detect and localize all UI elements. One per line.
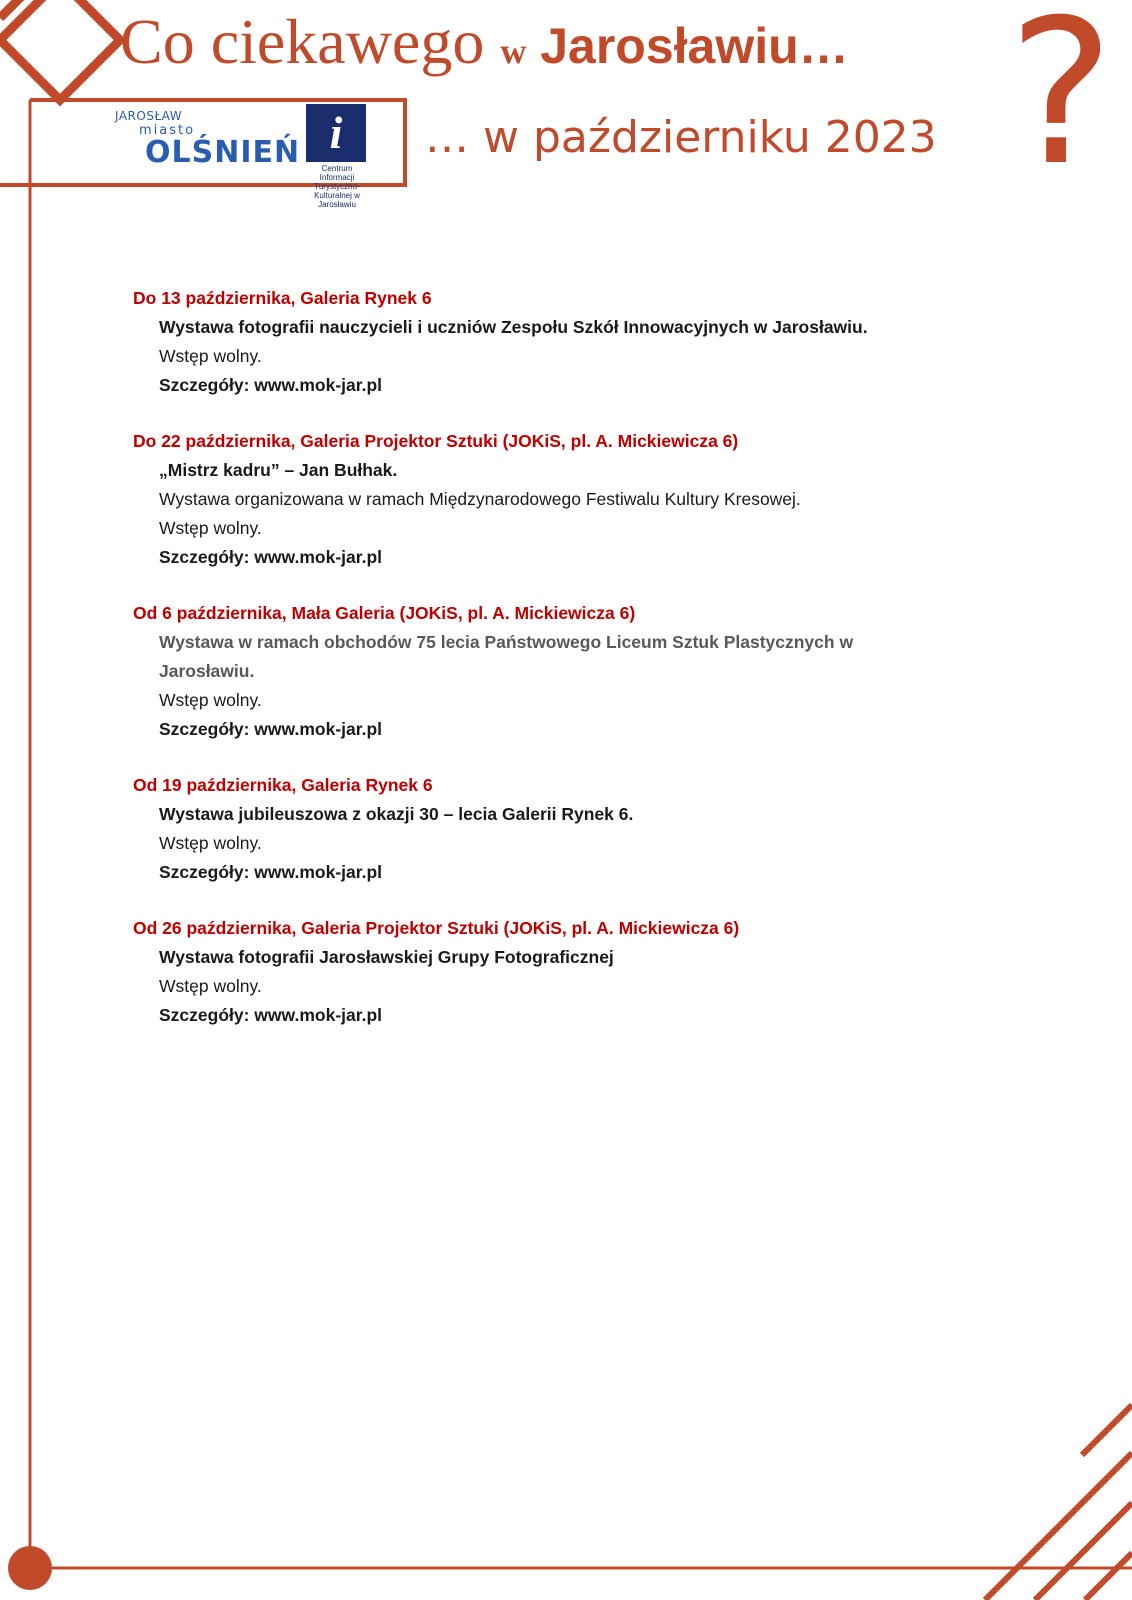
event-details: Szczegóły: www.mok-jar.pl: [159, 547, 383, 567]
event-title: Wystawa fotografii Jarosławskiej Grupy Fotograficznej: [159, 947, 614, 967]
event-item: [133, 771, 1033, 887]
event-title: Wystawa w ramach obchodów 75 lecia Państwowego Liceum Sztuk Plastycznych w Jarosławiu.: [159, 632, 854, 681]
event-heading: Od 26 października, Galeria Projektor Sztuki (JOKiS, pl. A. Mickiewicza 6): [133, 918, 740, 938]
logo-line3: OLŚNIEŃ: [145, 135, 301, 170]
jaroslaw-logo: [115, 105, 301, 175]
info-icon: i: [306, 104, 366, 162]
event-title: Wystawa jubileuszowa z okazji 30 – lecia Galerii Rynek 6.: [159, 804, 634, 824]
info-caption: Centrum Informacji Turystyczno-Kulturalnej w Jarosławiu: [314, 164, 360, 209]
logo-line2: miasto: [139, 123, 196, 138]
event-details: Szczegóły: www.mok-jar.pl: [159, 375, 383, 395]
event-item: [133, 427, 1033, 572]
event-entry: Wstęp wolny.: [159, 518, 262, 538]
event-entry: Wstęp wolny.: [159, 833, 262, 853]
info-center-logo: [306, 104, 370, 209]
event-details: Szczegóły: www.mok-jar.pl: [159, 1005, 383, 1025]
title-part2: Jarosławiu…: [526, 18, 849, 74]
event-entry: Wstęp wolny.: [159, 346, 262, 366]
event-description: Wystawa organizowana w ramach Międzynarodowego Festiwalu Kultury Kresowej.: [159, 489, 801, 509]
event-item: [133, 284, 1033, 400]
event-entry: Wstęp wolny.: [159, 690, 262, 710]
event-details: Szczegóły: www.mok-jar.pl: [159, 719, 383, 739]
event-entry: Wstęp wolny.: [159, 976, 262, 996]
event-title: Wystawa fotografii nauczycieli i uczniów Zespołu Szkół Innowacyjnych w Jarosławiu.: [159, 317, 868, 337]
title-w: w: [500, 31, 527, 71]
event-title: „Mistrz kadru” – Jan Bułhak.: [159, 460, 398, 480]
page-subtitle: … w październiku 2023: [425, 112, 937, 163]
page-title: [120, 6, 849, 77]
question-mark: ?: [1008, 0, 1115, 210]
event-heading: Do 22 października, Galeria Projektor Sztuki (JOKiS, pl. A. Mickiewicza 6): [133, 431, 739, 451]
event-heading: Do 13 października, Galeria Rynek 6: [133, 288, 432, 308]
event-details: Szczegóły: www.mok-jar.pl: [159, 862, 383, 882]
event-item: [133, 914, 1033, 1030]
event-item: [133, 599, 1033, 744]
event-heading: Od 6 października, Mała Galeria (JOKiS, pl. A. Mickiewicza 6): [133, 603, 636, 623]
event-heading: Od 19 października, Galeria Rynek 6: [133, 775, 433, 795]
event-list: [133, 284, 1033, 1057]
title-part1: Co ciekawego: [120, 6, 501, 77]
logo-line1: JAROSŁAW: [115, 109, 183, 123]
